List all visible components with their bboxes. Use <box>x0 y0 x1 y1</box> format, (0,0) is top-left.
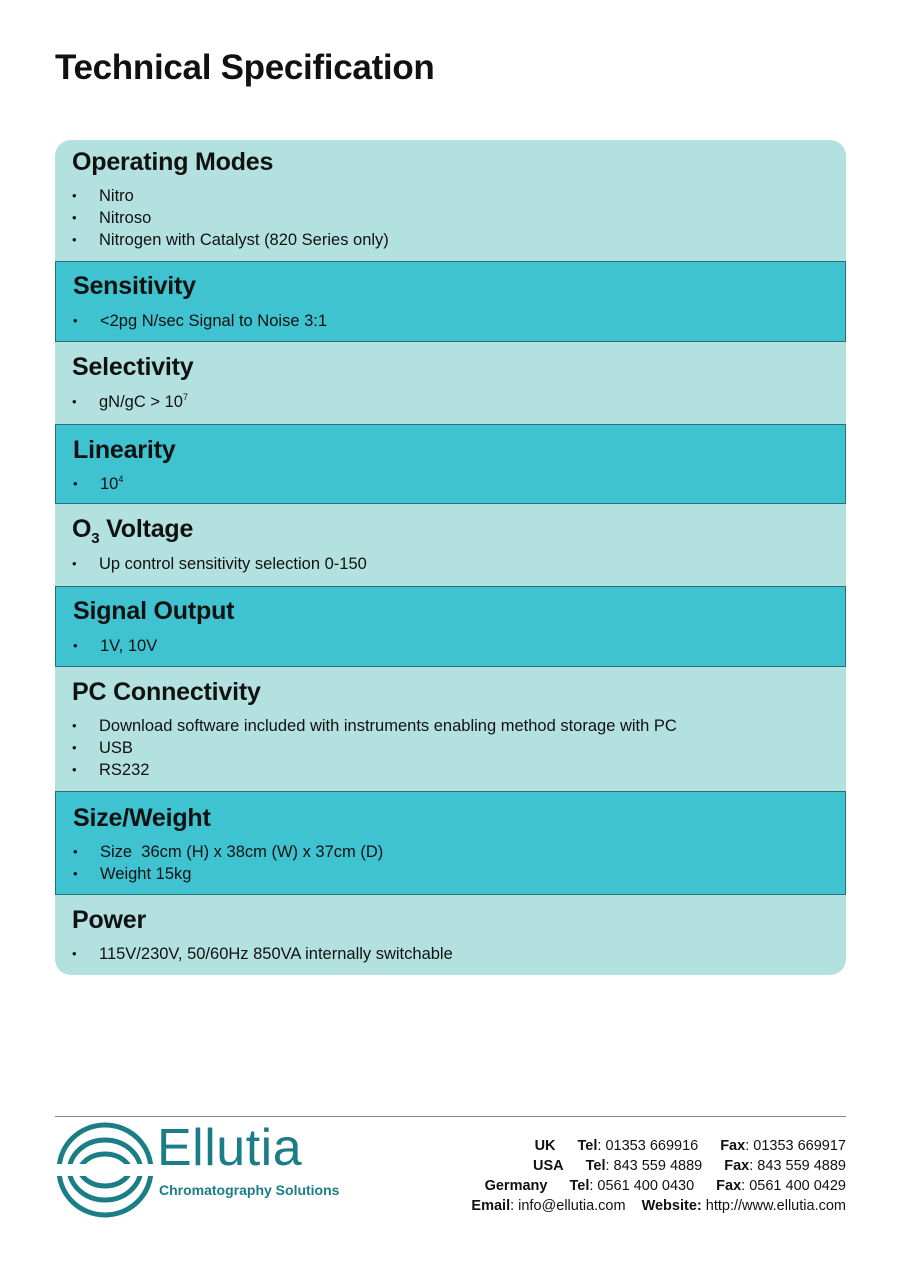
contact-row-web: Email: info@ellutia.com Website: http://www.ellutia.com <box>471 1198 846 1214</box>
bullet-icon: • <box>72 394 77 409</box>
page-title: Technical Specification <box>55 48 435 87</box>
section-heading: Selectivity <box>72 353 194 381</box>
list-item: • <2pg N/sec Signal to Noise 3:1 <box>73 312 328 330</box>
section-operating-modes <box>55 140 846 261</box>
bullet-icon: • <box>73 476 78 491</box>
bullet-icon: • <box>73 638 78 653</box>
contact-row-usa: USA Tel: 843 559 4889 Fax: 843 559 4889 <box>532 1158 846 1174</box>
section-heading: Power <box>72 906 147 934</box>
list-item: • Download software included with instruments enabling method storage with PC <box>72 717 677 735</box>
list-item: • $10^4$ <box>73 474 124 493</box>
bullet-icon: • <box>72 556 77 571</box>
bullet-icon: • <box>72 188 77 203</box>
contact-block <box>471 1136 846 1216</box>
section-o3-voltage <box>55 504 846 586</box>
list-item: • 115V/230V, 50/60Hz 850VA internally switchable <box>72 945 453 963</box>
bullet-icon: • <box>72 740 77 755</box>
brand-tagline: Chromatography Solutions <box>159 1182 340 1198</box>
section-pc-connectivity <box>55 667 846 791</box>
section-heading: Operating Modes <box>72 148 274 176</box>
item-list <box>72 715 677 781</box>
section-size-weight <box>55 791 846 895</box>
ellutia-logo <box>55 1120 365 1220</box>
section-heading: PC Connectivity <box>72 678 261 706</box>
list-item: • USB <box>72 739 133 757</box>
bullet-icon: • <box>72 718 77 733</box>
section-heading: Signal Output <box>73 597 235 625</box>
item-list <box>72 943 453 965</box>
section-heading: Linearity <box>73 436 176 464</box>
contact-row-germany: Germany Tel: 0561 400 0430 Fax: 0561 400 0429 <box>484 1178 846 1194</box>
contact-row-uk: UK Tel: 01353 669916 Fax: 01353 669917 <box>534 1138 846 1154</box>
bullet-icon: • <box>73 313 78 328</box>
section-linearity <box>55 424 846 504</box>
section-sensitivity <box>55 261 846 342</box>
ellutia-swirl-icon <box>55 1120 159 1220</box>
spec-panel <box>55 140 846 975</box>
section-heading: Sensitivity <box>73 272 196 300</box>
bullet-icon: • <box>73 866 78 881</box>
section-signal-output <box>55 586 846 667</box>
bullet-icon: • <box>72 762 77 777</box>
bullet-icon: • <box>72 210 77 225</box>
list-item: • Nitro <box>72 187 134 205</box>
brand-name: Ellutia <box>157 1119 303 1177</box>
item-list <box>73 310 327 332</box>
list-item: • Nitroso <box>72 209 152 227</box>
list-item: • Nitrogen with Catalyst (820 Series only) <box>72 231 389 249</box>
item-list <box>72 553 367 575</box>
section-heading: $O_3$ Voltage <box>72 515 194 547</box>
website-link[interactable]: http://www.ellutia.com <box>705 1198 846 1214</box>
list-item: • $gN/gC > 10^7$ <box>72 392 188 411</box>
bullet-icon: • <box>72 232 77 247</box>
footer-divider <box>55 1116 846 1117</box>
email-link[interactable]: : info@ellutia.com <box>510 1198 626 1214</box>
list-item: • Weight 15kg <box>73 865 192 883</box>
list-item: • RS232 <box>72 761 150 779</box>
section-selectivity <box>55 342 846 424</box>
item-list <box>73 473 123 495</box>
item-list <box>73 841 383 885</box>
section-heading: Size/Weight <box>73 804 211 832</box>
section-power <box>55 895 846 975</box>
list-item: • Size 36cm (H) x 38cm (W) x 37cm (D) <box>73 843 384 861</box>
list-item: • Up control sensitivity selection 0-150 <box>72 555 367 573</box>
item-list <box>72 391 188 413</box>
list-item: • 1V, 10V <box>73 637 158 655</box>
bullet-icon: • <box>73 844 78 859</box>
item-list <box>72 185 389 251</box>
bullet-icon: • <box>72 946 77 961</box>
item-list <box>73 635 157 657</box>
